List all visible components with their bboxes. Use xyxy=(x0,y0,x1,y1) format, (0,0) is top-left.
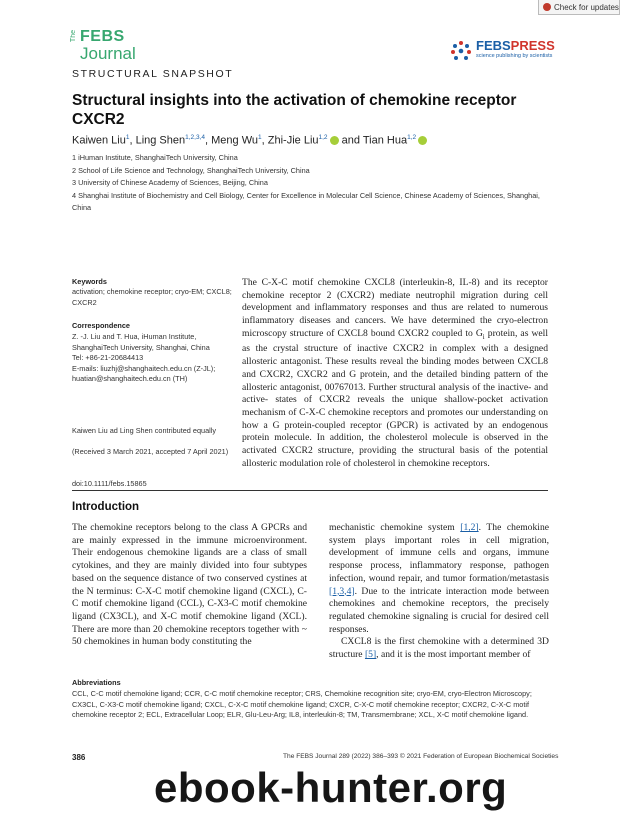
author-separator: , xyxy=(205,134,212,147)
received-dates: (Received 3 March 2021, accepted 7 April 2021) xyxy=(72,447,229,456)
correspondence-line: Tel: +86-21-20684413 xyxy=(72,353,144,362)
introduction-left-column xyxy=(72,522,307,649)
check-for-updates-button[interactable] xyxy=(538,0,620,15)
keywords-text: activation; chemokine receptor; cryo-EM; CXCL8; CXCR2 xyxy=(72,287,232,307)
affiliations xyxy=(72,152,552,215)
abbreviations-text: CCL, C-C motif chemokine ligand; CCR, C-C motif chemokine receptor; CRS, Chemokine recognition site; cryo-EM, cryo-Electron Microscopy; CX3CL, C-X3-C motif chemokine ligand; CXCL, C-X-C motif chemokine ligand; CXCR, C-X-C motif chemokine receptor; CXCR2, C-X-C motif chemokine receptor 2; ECL, Extracellular Loop; ELR, Glu-Leu-Arg; IL8, interleukin-8; TM, Transmembrane; XCL, X-C motif chemokine ligand. xyxy=(72,689,532,719)
author-separator: , xyxy=(261,134,268,147)
febs-press-logo xyxy=(450,38,570,64)
correspondence-heading: Correspondence xyxy=(72,321,130,330)
correspondence-email[interactable]: E-mails: liuzhj@shanghaitech.edu.cn (Z-JL); xyxy=(72,363,216,373)
febs-journal-logo xyxy=(70,28,160,64)
orcid-icon[interactable] xyxy=(418,136,427,145)
introduction-right-column xyxy=(329,522,549,662)
author-name[interactable]: Zhi-Jie Liu xyxy=(267,134,319,147)
affiliation: 3 University of Chinese Academy of Sciences, Beijing, China xyxy=(72,178,268,187)
author-name[interactable]: Tian Hua xyxy=(362,134,408,147)
citation-link[interactable]: [5] xyxy=(364,649,377,661)
check-for-updates-label: Check for updates xyxy=(554,2,619,12)
author-separator: , xyxy=(129,134,136,147)
section-divider xyxy=(72,490,548,491)
crossmark-icon xyxy=(543,3,551,11)
citation-link[interactable]: [1,2] xyxy=(460,522,479,533)
keywords-heading: Keywords xyxy=(72,277,107,286)
logo-journal: Journal xyxy=(80,44,136,63)
intro-paragraph: CXCL8 is the first chemokine with a determined 3D structure [5], and it is the most important member of xyxy=(329,636,549,661)
abstract xyxy=(242,277,548,470)
author-separator: and xyxy=(338,134,363,147)
abstract-subscript: i xyxy=(482,332,485,341)
author-name[interactable]: Ling Shen xyxy=(135,134,186,147)
citation-link[interactable]: [1,3,4] xyxy=(329,585,355,597)
author-affiliation-marker: 1,2 xyxy=(407,134,417,141)
correspondence-text xyxy=(72,332,232,385)
author-affiliation-marker: 1,2 xyxy=(318,134,328,141)
footer-citation: The FEBS Journal 289 (2022) 386–393 © 2021 Federation of European Biochemical Societies xyxy=(283,753,559,760)
logo-febs: FEBS xyxy=(80,28,125,45)
correspondence-email[interactable]: huatian@shanghaitech.edu.cn (TH) xyxy=(72,374,188,383)
orcid-icon[interactable] xyxy=(330,136,339,145)
intro-paragraph: mechanistic chemokine system [1,2]. The chemokine system plays important roles in cell migration, development of immune cells and organs, immune response process, inflammatory response, pathogen infection, wound repair, and tumor formation/metastasis [1,3,4]. Due to the intricate interaction mode between chemokines and chemokine receptors, the precisely regulated chemokine signaling is crucial for desired cell responses. xyxy=(329,522,549,635)
correspondence-line: ShanghaiTech University, Shanghai, China xyxy=(72,342,210,352)
press-name: FEBSPRESS xyxy=(476,38,555,53)
equal-contribution-note: Kaiwen Liu ad Ling Shen contributed equally xyxy=(72,426,217,435)
affiliation: 4 Shanghai Institute of Biochemistry and Cell Biology, Center for Excellence in Molecular Cell Science, Chinese Academy of Sciences, Shanghai, China xyxy=(72,190,540,212)
author-affiliation-marker: 1 xyxy=(125,134,130,141)
doi-link[interactable]: doi:10.1111/febs.15865 xyxy=(72,479,147,488)
author-name[interactable]: Kaiwen Liu xyxy=(72,134,126,147)
correspondence-line: Z. -J. Liu and T. Hua, iHuman Institute, xyxy=(72,332,197,341)
febs-press-dots-icon xyxy=(450,40,472,62)
section-label: STRUCTURAL SNAPSHOT xyxy=(72,68,234,80)
author-list xyxy=(72,131,552,148)
abstract-text-1: The C-X-C motif chemokine CXCL8 (interleukin-8, IL-8) and its receptor chemokine receptor 2 (CXCR2) mediate neutrophil migration during cell development and inflammatory responses and thus are related to numerous inflammatory diseases and cancers. We have determined the cryo-electron microscopy structure of CXCL8 bound CXCR2 coupled to G xyxy=(242,277,548,339)
watermark: ebook-hunter.org xyxy=(154,764,508,811)
affiliation: 1 iHuman Institute, ShanghaiTech University, China xyxy=(72,153,238,162)
abstract-text-2: protein, as well as the crystal structure of inactive CXCR2 in complex with a designed allosteric antagonist. These results reveal the binding modes between CXCL8 and CXCR2, CXCR2 and G protein, and the detailed binding pattern of the allosteric antagonist, 00767013. Further structural analysis of the inactive- and active- states of CXCR2 reveals the unique shallow-pocket activation mechanism of C-X-C chemokine receptors and promotes our understanding on how a G protein-coupled receptor (GPCR) is activated by an endogenous protein molecule. In addition, the cholesterol molecule is observed in the activated CXCR2 structure, providing the structural basis of the potential allosteric modulation role of cholesterol in chemokine receptors. xyxy=(242,327,548,469)
press-tagline: science publishing by scientists xyxy=(476,53,553,59)
author-affiliation-marker: 1 xyxy=(258,134,262,141)
author-name[interactable]: Meng Wu xyxy=(211,134,259,147)
abbreviations-heading: Abbreviations xyxy=(72,678,121,687)
introduction-heading: Introduction xyxy=(72,501,140,513)
page-number: 386 xyxy=(72,753,86,762)
affiliation: 2 School of Life Science and Technology, ShanghaiTech University, China xyxy=(72,165,310,175)
author-affiliation-marker: 1,2,3,4 xyxy=(185,134,206,141)
logo-the: The xyxy=(70,30,77,43)
intro-paragraph: The chemokine receptors belong to the class A GPCRs and are mainly expressed in the immune microenvironment. Their endogenous chemokine ligands are a class of small cytokines, and they are mainly divided into four subtypes based on the sequence distance of two conserved cystines at the N terminus: C-X-C motif chemokine ligand (CXCL), C-C motif chemokine ligand (CCL), C-X3-C motif chemokine ligand (CX3CL), and X-C motif chemokine ligand (XCL). There are more than 20 chemokine receptors together with ~ 50 chemokines in human body constituting the xyxy=(72,522,307,648)
article-title: Structural insights into the activation of chemokine receptor CXCR2 xyxy=(72,92,517,128)
